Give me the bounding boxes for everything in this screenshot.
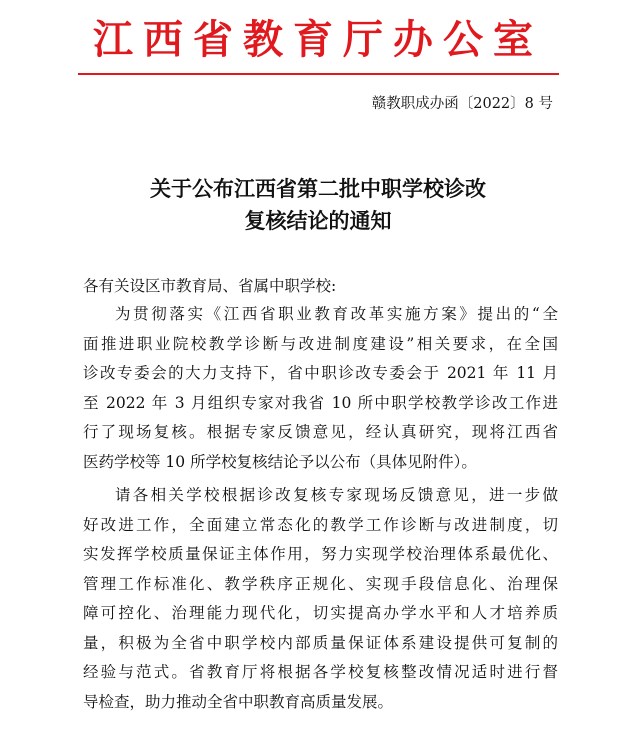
document-number: 赣教职成办函〔2022〕8 号 bbox=[371, 96, 553, 112]
issuing-office-header: 江西省教育厅办公室 bbox=[93, 16, 543, 63]
header-red-rule bbox=[78, 73, 559, 75]
paragraph-line: 实发挥学校质量保证主体作用，努力实现学校治理体系最优化、 bbox=[83, 545, 558, 563]
paragraph-line: 医药学校等 10 所学校复核结论予以公布（具体见附件）。 bbox=[83, 452, 477, 471]
paragraph-line: 管理工作标准化、教学秩序正规化、实现手段信息化、治理保 bbox=[83, 574, 558, 593]
paragraph-line: 至 2022 年 3 月组织专家对我省 10 所中职学校教学诊改工作进 bbox=[83, 393, 558, 412]
paragraph-line: 量，积极为全省中职学校内部质量保证体系建设提供可复制的 bbox=[83, 633, 558, 652]
paragraph-line: 诊改专委会的大力支持下，省中职诊改专委会于 2021 年 11 月 bbox=[83, 364, 558, 382]
notice-title-line-2: 复核结论的通知 bbox=[244, 208, 392, 233]
body-paragraph-1 bbox=[83, 300, 558, 477]
body-paragraph-2 bbox=[83, 481, 558, 717]
salutation: 各有关设区市教育局、省属中职学校: bbox=[83, 277, 337, 295]
notice-title bbox=[0, 173, 636, 237]
paragraph-line: 行了现场复核。根据专家反馈意见，经认真研究，现将江西省 bbox=[83, 423, 558, 441]
paragraph-line: 请各相关学校根据诊改复核专家现场反馈意见，进一步做 bbox=[115, 486, 558, 504]
paragraph-line: 面推进职业院校教学诊断与改进制度建设”相关要求，在全国 bbox=[83, 334, 558, 353]
paragraph-line: 为贯彻落实《江西省职业教育改革实施方案》提出的“全 bbox=[115, 305, 558, 323]
paragraph-line: 障可控化、治理能力现代化，切实提高办学水平和人才培养质 bbox=[83, 604, 558, 622]
notice-title-line-1: 关于公布江西省第二批中职学校诊改 bbox=[150, 176, 486, 201]
paragraph-line: 经验与范式。省教育厅将根据各学校复核整改情况适时进行督 bbox=[83, 663, 558, 681]
paragraph-line: 导检查，助力推动全省中职教育高质量发展。 bbox=[83, 692, 394, 711]
paragraph-line: 好改进工作，全面建立常态化的教学工作诊断与改进制度，切 bbox=[83, 515, 558, 534]
